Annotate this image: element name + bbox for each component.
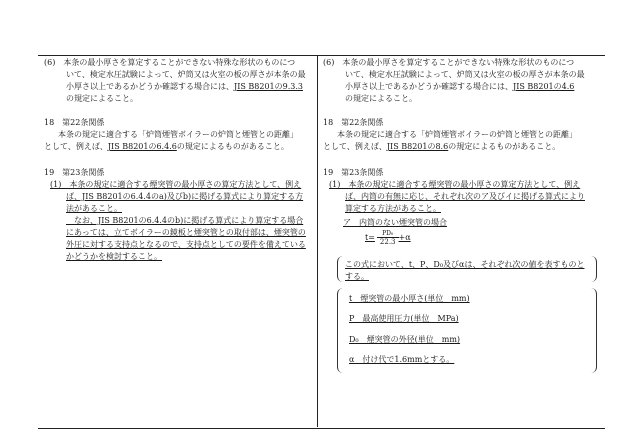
note-line1: この式において、t、P、D₀及びαは、それぞれ次の値を表すものと bbox=[345, 260, 585, 269]
right-s19-line1: (1) 本条の規定に適合する煙突管の最小厚さの算定方法として、例え bbox=[329, 180, 581, 189]
right-s18-title: 18 第22条関係 bbox=[323, 118, 384, 127]
left-s19-line6: 外圧に対する支持点となるので、支持点としての要件を備えている bbox=[66, 240, 306, 249]
left-s18-line1: 本条の規定に適合する「炉筒煙管ボイラーの炉筒と煙管との距離」 bbox=[50, 130, 298, 139]
right-p6-line3: 小厚さ以上であるかどうか確認する場合には、JIS B8201の4.6 bbox=[345, 82, 575, 91]
left-p6-line4: の規定によること。 bbox=[66, 94, 138, 103]
left-s19-line7: かどうかを検討すること。 bbox=[66, 252, 162, 261]
right-p6-line2: いて、検定水圧試験によって、炉筒又は火室の板の厚さが本条の最 bbox=[345, 70, 585, 79]
left-s19-line4: なお、JIS B8201の6.4.4のb)に掲げる算式により算定する場合 bbox=[66, 216, 304, 225]
left-s18-title: 18 第22条関係 bbox=[44, 118, 105, 127]
def-d0: D₀ 煙突管の外径(単位 mm) bbox=[349, 335, 461, 344]
right-p6-ref: JIS B8201の4.6 bbox=[513, 82, 575, 91]
formula-lhs: t= bbox=[365, 233, 375, 242]
note-line2: する。 bbox=[345, 272, 369, 281]
right-p6-line4: の規定によること。 bbox=[345, 94, 417, 103]
left-p6-line3: 小厚さ以上であるかどうか確認する場合には、JIS B8201の9.3.3 bbox=[66, 82, 303, 91]
formula-denominator: 22.3 bbox=[377, 237, 399, 246]
left-p6-ref: JIS B8201の9.3.3 bbox=[234, 82, 303, 91]
right-sub-a: ア 内筒のない煙突管の場合 bbox=[343, 218, 447, 227]
left-s19-line1: (1) 本条の規定に適合する煙突管の最小厚さの算定方法として、例え bbox=[50, 180, 302, 189]
formula bbox=[365, 230, 411, 246]
right-s19-line2: ば、内筒の有無に応じ、それぞれ次のア及びイに掲げる算式により bbox=[345, 192, 585, 201]
formula-tail: +α bbox=[398, 233, 411, 242]
right-s19-title: 19 第23条関係 bbox=[323, 168, 384, 177]
left-s18-line2: として、例えば、JIS B8201の6.4.6の規定によるものがあること。 bbox=[44, 142, 289, 151]
right-p6-line1: (6) 本条の最小厚さを算定することができない特殊な形状のものにつ bbox=[323, 58, 575, 67]
right-s18-line2: として、例えば、JIS B8201の8.6の規定によるものがあること。 bbox=[323, 142, 561, 151]
left-s19-line3: 法があること。 bbox=[66, 204, 122, 213]
left-s18-ref: JIS B8201の6.4.6 bbox=[107, 142, 177, 151]
left-s19-line5: にあっては、立てボイラーの鏡板と煙突管との取付部は、煙突管の bbox=[66, 228, 306, 237]
right-s19-line3: 算定する方法があること。 bbox=[345, 204, 441, 213]
formula-numerator: PD₀ bbox=[382, 230, 394, 237]
left-p6-line1: (6) 本条の最小厚さを算定することができない特殊な形状のものにつ bbox=[44, 58, 296, 67]
def-t: t 煙突管の最小厚さ(単位 mm) bbox=[349, 294, 470, 303]
formula-fraction bbox=[377, 230, 399, 246]
def-alpha: α 付け代で1.6mmとする。 bbox=[349, 355, 455, 364]
left-p6-line2: いて、検定水圧試験によって、炉筒又は火室の板の厚さが本条の最 bbox=[66, 70, 306, 79]
left-s19-title: 19 第23条関係 bbox=[44, 168, 105, 177]
right-s18-ref: JIS B8201の8.6 bbox=[386, 142, 449, 151]
left-s19-line2: ば、JIS B8201の6.4.4のa)及びb)に掲げる算式により算定する方 bbox=[66, 192, 304, 201]
right-s18-line1: 本条の規定に適合する「炉筒煙管ボイラーの炉筒と煙管との距離」 bbox=[329, 130, 577, 139]
column-divider bbox=[317, 55, 318, 427]
def-p: P 最高使用圧力(単位 MPa) bbox=[349, 314, 459, 323]
